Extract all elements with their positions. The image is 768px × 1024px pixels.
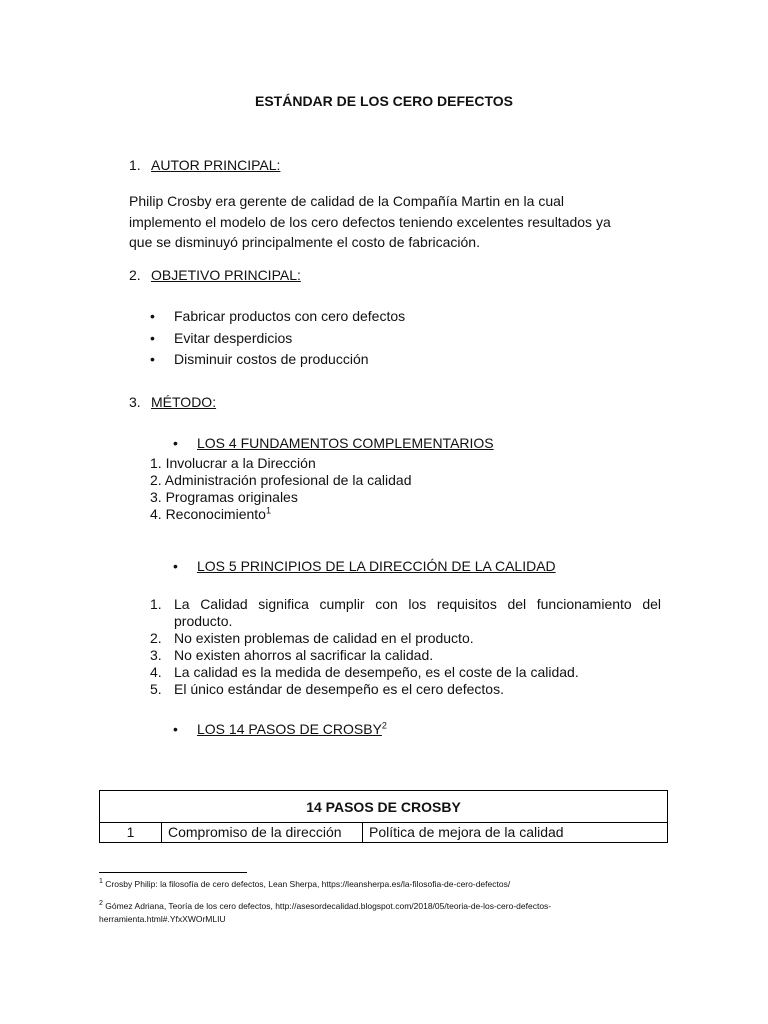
bullet-icon: • — [173, 435, 178, 451]
section-objetivo-heading — [129, 267, 301, 283]
pasos-heading: • LOS 14 PASOS DE CROSBY$^2$ — [173, 720, 387, 737]
list-item: 4. Reconocimiento$^1$ — [150, 505, 271, 522]
list-item: 2. No existen problemas de calidad en el producto. — [150, 630, 474, 646]
list-item: 3. Programas originales — [150, 489, 298, 505]
list-item: 1. Involucrar a la Dirección — [150, 455, 316, 471]
bullet-icon: • — [150, 351, 155, 367]
crosby-steps-table — [99, 790, 668, 843]
footnote-ref[interactable]: 2 — [381, 720, 387, 731]
list-item: 1. La Calidad significa cumplir con los requisitos del funcionamiento del producto. — [150, 596, 661, 629]
section-metodo-heading — [129, 394, 216, 410]
fundamentos-heading: • LOS 4 FUNDAMENTOS COMPLEMENTARIOS — [173, 435, 494, 451]
page-title: ESTÁNDAR DE LOS CERO DEFECTOS — [255, 93, 513, 109]
section-title: OBJETIVO PRINCIPAL: — [151, 267, 301, 283]
bullet-icon: • — [150, 329, 155, 346]
fundamentos-list — [150, 455, 412, 523]
paragraph-line: Philip Crosby era gerente de calidad de la Compañía Martin en la cual — [129, 193, 565, 209]
footnote-2: $^2$ Gómez Adriana, Teoría de los cero defectos, http://asesordecalidad.blogspot.com/2018/05/teoria-de-los-cero-defectos- herramienta.html#.YfxXWOrMLIU — [99, 900, 552, 924]
footnote-ref[interactable]: 1 — [265, 505, 271, 516]
bullet-icon: • — [150, 308, 155, 324]
paragraph-line: implemento el modelo de los cero defectos teniendo excelentes resultados ya — [129, 213, 611, 230]
principios-heading: • LOS 5 PRINCIPIOS DE LA DIRECCIÓN DE LA CALIDAD — [173, 558, 556, 574]
bullet-icon: • — [173, 721, 178, 737]
table-row — [100, 823, 668, 843]
section-number: 2. — [129, 267, 141, 283]
footnote-separator — [99, 872, 247, 873]
step-description-cell: Política de mejora de la calidad — [363, 823, 668, 843]
section-autor-heading — [129, 157, 280, 173]
step-number-cell: 1 — [100, 823, 162, 843]
list-item: 3. No existen ahorros al sacrificar la calidad. — [150, 647, 434, 663]
author-paragraph — [129, 191, 669, 253]
section-title: MÉTODO: — [151, 394, 217, 410]
footnote-1: $^1$ Crosby Philip: la filosofía de cero defectos, Lean Sherpa, https://leansherpa.es/la-filosofia-de-cero-defectos/ — [99, 878, 511, 889]
list-item: 4. La calidad es la medida de desempeño, es el coste de la calidad. — [150, 664, 579, 680]
principios-list — [150, 596, 661, 698]
table-header: 14 PASOS DE CROSBY — [100, 791, 668, 823]
section-number: 3. — [129, 394, 141, 410]
paragraph-line: que se disminuyó principalmente el costo de fabricación. — [129, 234, 480, 250]
list-item: 2. Administración profesional de la calidad — [150, 472, 412, 488]
step-name-cell: Compromiso de la dirección — [162, 823, 363, 843]
bullet-icon: • — [173, 558, 178, 574]
section-number: 1. — [129, 157, 141, 173]
section-title: AUTOR PRINCIPAL: — [151, 157, 281, 173]
list-item: 5. El único estándar de desempeño es el cero defectos. — [150, 681, 504, 697]
